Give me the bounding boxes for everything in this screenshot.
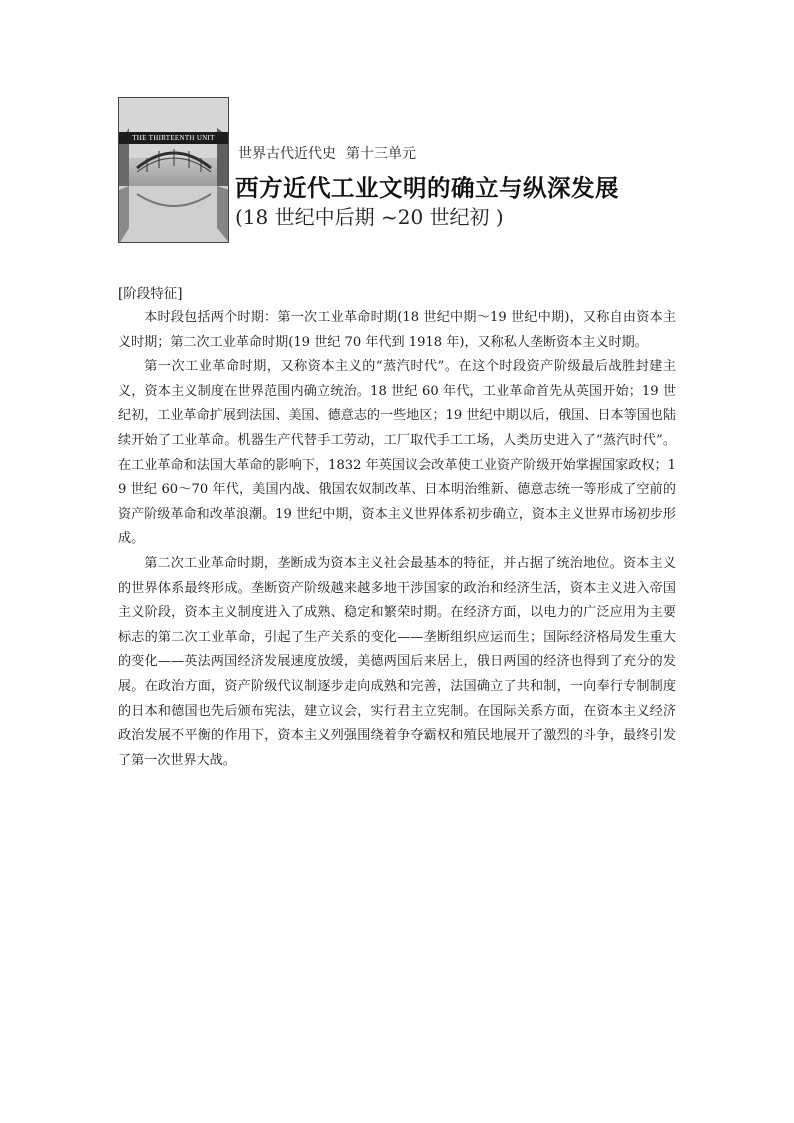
unit-header — [118, 97, 678, 247]
unit-number: 第十三单元 — [346, 146, 416, 162]
paragraph: 第二次工业革命时期，垄断成为资本主义社会最基本的特征，并占据了统治地位。资本主义的世界体系最终形成。垄断资产阶级越来越多地干涉国家的政治和经济生活，资本主义进入帝国主义阶段，资本主义制度进入了成熟、稳定和繁荣时期。在经济方面，以电力的广泛应用为主要标志的第二次工业革命，引起了生产关系的变化——垄断组织应运而生；国际经济格局发生重大的变化——英法两国经济发展速度放缓，美德两国后来居上，俄日两国的经济也得到了充分的发展。在政治方面，资产阶级代议制逐步走向成熟和完善，法国确立了共和制，一向奉行专制制度的日本和德国也先后颁布宪法，建立议会，实行君主立宪制。在国际关系方面，在资本主义经济政治发展不平衡的作用下，资本主义列强围绕着争夺霸权和殖民地展开了激烈的斗争，最终引发了第一次世界大战。 — [118, 555, 676, 768]
unit-band: THE THIRTEENTH UNIT — [119, 132, 228, 144]
section-tag: [阶段特征] — [118, 286, 183, 302]
series-name: 世界古代近代史 — [238, 146, 336, 162]
canal-bridge-illustration — [119, 98, 229, 243]
canal-bridge-photo — [118, 97, 229, 243]
paragraph: 第一次工业革命时期，又称资本主义的“蒸汽时代”。在这个时段资产阶级最后战胜封建主义，资本主义制度在世界范围内确立统治。18 世纪 60 年代，工业革命首先从英国开始；19 世纪初，工业革命扩展到法国、美国、德意志的一些地区；19 世纪中期以后，俄国、日本等国也陆续开始了工业革命。机器生产代替手工劳动，工厂取代手工工场，人类历史进入了“蒸汽时代”。在工业革命和法国大革命的影响下，1832 年英国议会改革使工业资产阶级开始掌握国家政权；19 世纪 60～70 年代，美国内战、俄国农奴制改革、日本明治维新、德意志统一等形成了空前的资产阶级革命和改革浪潮。19 世纪中期，资本主义世界体系初步确立，资本主义世界市场初步形成。 — [118, 359, 676, 547]
paragraph: 本时段包括两个时期：第一次工业革命时期(18 世纪中期～19 世纪中期)，又称自由资本主义时期；第二次工业革命时期(19 世纪 70 年代到 1918 年)，又称私人垄断资本主义时期。 — [118, 310, 676, 350]
page-subtitle: (18 世纪中后期 ~20 世纪初 ) — [235, 205, 504, 229]
page-title: 西方近代工业文明的确立与纵深发展 — [235, 174, 619, 202]
body-text — [118, 306, 676, 773]
unit-label — [238, 143, 426, 163]
